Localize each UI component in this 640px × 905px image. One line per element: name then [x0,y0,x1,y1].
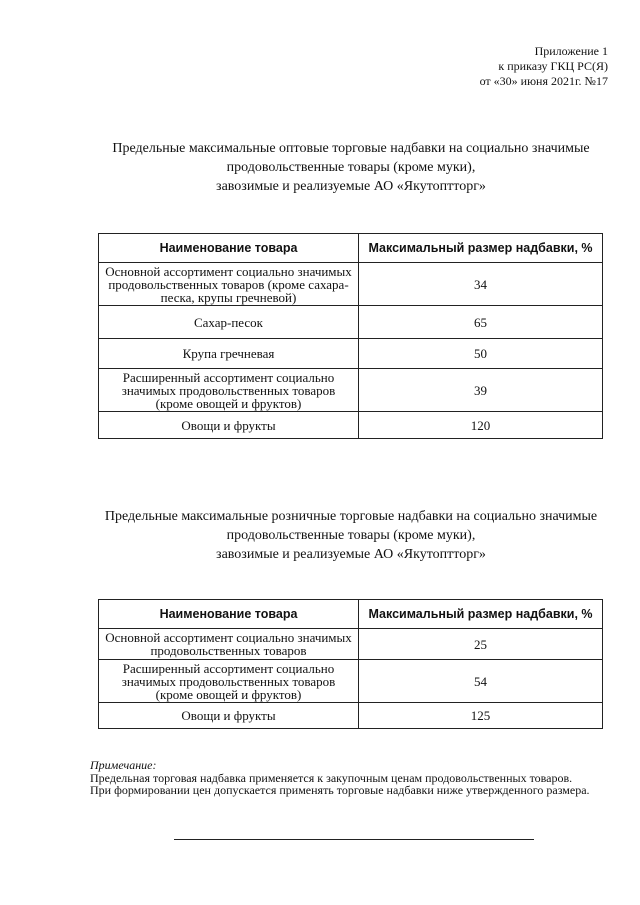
column-header-product: Наименование товара [99,600,359,629]
table-row [99,369,603,412]
markup-value-cell: 50 [359,339,603,369]
markup-value-cell: 125 [359,703,603,729]
table-header-row [99,234,603,263]
appendix-order: к приказу ГКЦ РС(Я) [498,59,608,73]
table-row [99,412,603,439]
table-header-row [99,600,603,629]
product-name-cell: Сахар-песок [99,306,359,339]
wholesale-title-line3: завозимые и реализуемые АО «Якутоптторг» [216,179,486,194]
markup-value-cell: 39 [359,369,603,412]
markup-value-cell: 25 [359,629,603,660]
markup-value-cell: 34 [359,263,603,306]
table-row [99,263,603,306]
retail-markup-title [52,507,640,564]
wholesale-markup-table [98,233,603,439]
note-title: Примечание: [90,758,157,772]
product-name-cell: Овощи и фрукты [99,412,359,439]
column-header-max-markup: Максимальный размер надбавки, % [359,600,603,629]
markup-value-cell: 120 [359,412,603,439]
product-name-cell: Основной ассортимент социально значимых продовольственных товаров [99,629,359,660]
markup-value-cell: 65 [359,306,603,339]
product-name-cell: Расширенный ассортимент социально значимых продовольственных товаров (кроме овощей и фруктов) [99,660,359,703]
product-name-cell: Овощи и фрукты [99,703,359,729]
appendix-number: Приложение 1 [534,44,608,58]
product-name-cell: Основной ассортимент социально значимых продовольственных товаров (кроме сахара-песка, крупы гречневой) [99,263,359,306]
table-row [99,339,603,369]
product-name-cell: Крупа гречневая [99,339,359,369]
retail-title-line2: продовольственные товары (кроме муки), [226,528,476,543]
appendix-reference [480,44,608,89]
column-header-max-markup: Максимальный размер надбавки, % [359,234,603,263]
table-row [99,306,603,339]
retail-title-line1: Предельные максимальные розничные торговые надбавки на социально значимые [104,509,598,524]
table-row [99,660,603,703]
wholesale-markup-title [56,139,640,196]
note-block [90,759,610,797]
table-row [99,703,603,729]
markup-value-cell: 54 [359,660,603,703]
note-paragraph-2: При формировании цен допускается применять торговые надбавки ниже утвержденного размера. [90,783,590,797]
table-row [99,629,603,660]
product-name-cell: Расширенный ассортимент социально значимых продовольственных товаров (кроме овощей и фруктов) [99,369,359,412]
note-paragraph-1: Предельная торговая надбавка применяется к закупочным ценам продовольственных товаров. [90,770,573,785]
wholesale-title-line2: продовольственные товары (кроме муки), [226,160,476,175]
column-header-product: Наименование товара [99,234,359,263]
wholesale-title-line1: Предельные максимальные оптовые торговые надбавки на социально значимые [112,141,590,156]
closing-divider [174,839,534,840]
retail-markup-table [98,599,603,729]
retail-title-line3: завозимые и реализуемые АО «Якутоптторг» [216,547,486,562]
appendix-date: от «30» июня 2021г. №17 [479,74,608,88]
